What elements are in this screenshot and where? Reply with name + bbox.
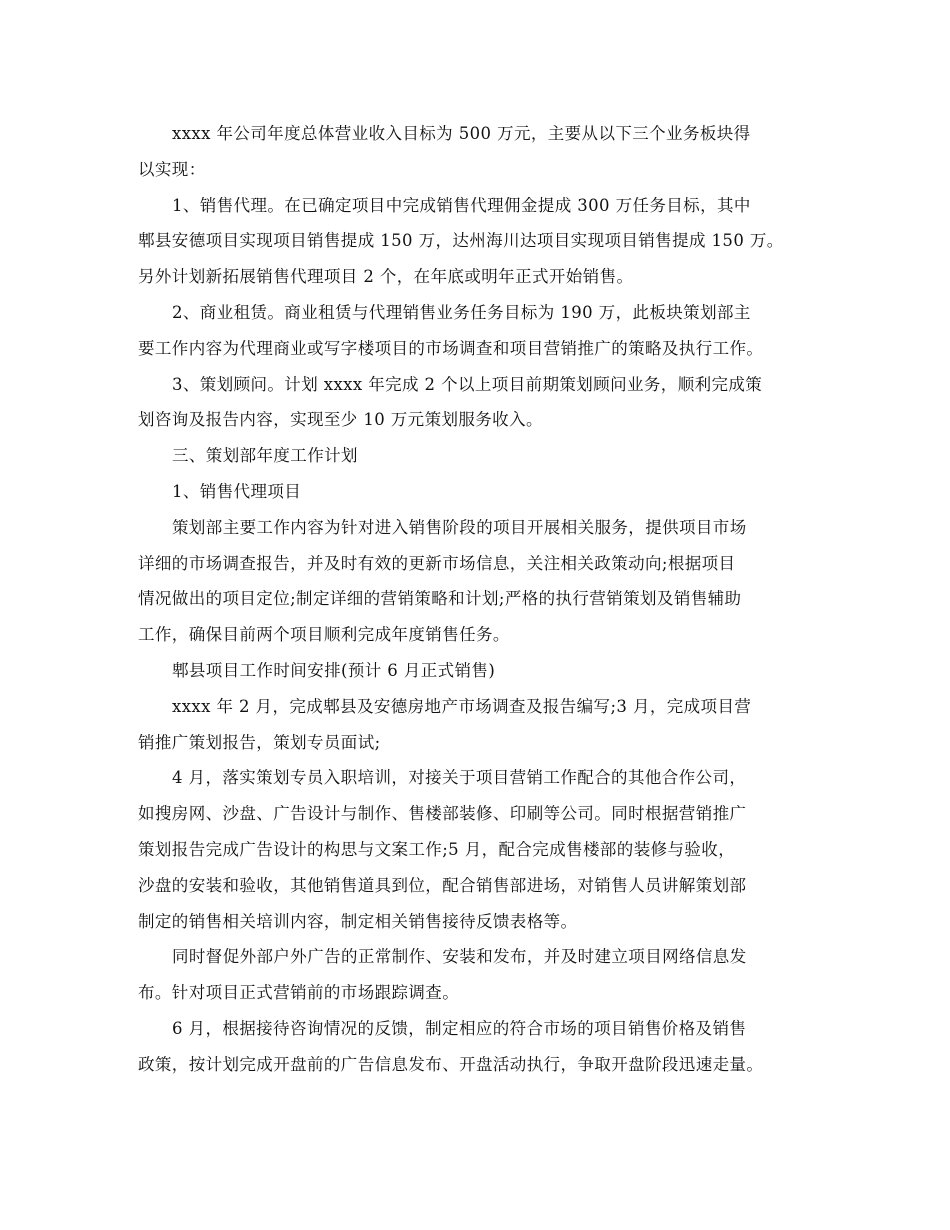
paragraph-line: 划咨询及报告内容，实现至少 10 万元策划服务收入。 <box>138 410 543 430</box>
paragraph-line: 策划报告完成广告设计的构思与文案工作;5 月，配合完成售楼部的装修与验收， <box>138 839 736 859</box>
paragraph-line: 3、策划顾问。计划 xxxx 年完成 2 个以上项目前期策划顾问业务，顺利完成策 <box>172 374 763 394</box>
paragraph-line: 策划部主要工作内容为针对进入销售阶段的项目开展相关服务，提供项目市场 <box>172 517 747 537</box>
paragraph-line: 6 月，根据接待咨询情况的反馈，制定相应的符合市场的项目销售价格及销售 <box>172 1018 747 1038</box>
subsection-heading: 1、销售代理项目 <box>172 481 302 501</box>
paragraph-line: xxxx 年公司年度总体营业收入目标为 500 万元，主要从以下三个业务板块得 <box>172 124 751 143</box>
paragraph-line: 如搜房网、沙盘、广告设计与制作、售楼部装修、印刷等公司。同时根据营销推广 <box>138 804 747 824</box>
document-body <box>138 116 828 1083</box>
paragraph-line: 沙盘的安装和验收，其他销售道具到位，配合销售部进场，对销售人员讲解策划部 <box>138 875 747 895</box>
paragraph-line: 工作，确保目前两个项目顺利完成年度销售任务。 <box>138 625 510 645</box>
paragraph-line: 情况做出的项目定位;制定详细的营销策略和计划;严格的执行营销策划及销售辅助 <box>138 589 742 609</box>
paragraph-line: 4 月，落实策划专员入职培训，对接关于项目营销工作配合的其他合作公司， <box>172 768 747 788</box>
paragraph-line: 销推广策划报告，策划专员面试; <box>138 732 381 752</box>
paragraph-line: 制定的销售相关培训内容，制定相关销售接待反馈表格等。 <box>138 911 578 931</box>
paragraph-line: 以实现： <box>138 159 206 179</box>
paragraph-line: 另外计划新拓展销售代理项目 2 个，在年底或明年正式开始销售。 <box>138 267 634 287</box>
paragraph-line: 2、商业租赁。商业租赁与代理销售业务任务目标为 190 万，此板块策划部主 <box>172 302 751 322</box>
paragraph-line: 详细的市场调查报告，并及时有效的更新市场信息，关注相关政策动向;根据项目 <box>138 553 736 573</box>
paragraph-line: xxxx 年 2 月，完成郫县及安德房地产市场调查及报告编写;3 月，完成项目营 <box>172 696 752 716</box>
paragraph-line: 政策，按计划完成开盘前的广告信息发布、开盘活动执行，争取开盘阶段迅速走量。 <box>138 1054 764 1074</box>
section-heading: 三、策划部年度工作计划 <box>172 446 358 466</box>
paragraph-line: 郫县安德项目实现项目销售提成 150 万，达州海川达项目实现项目销售提成 150 万。 <box>138 231 784 251</box>
paragraph-line: 同时督促外部户外广告的正常制作、安装和发布，并及时建立项目网络信息发 <box>172 947 747 967</box>
paragraph-line: 布。针对项目正式营销前的市场跟踪调查。 <box>138 983 460 1003</box>
paragraph-line: 郫县项目工作时间安排(预计 6 月正式销售) <box>172 660 496 680</box>
paragraph-line: 要工作内容为代理商业或写字楼项目的市场调查和项目营销推广的策略及执行工作。 <box>138 338 764 358</box>
paragraph-line: 1、销售代理。在已确定项目中完成销售代理佣金提成 300 万任务目标，其中 <box>172 195 751 215</box>
